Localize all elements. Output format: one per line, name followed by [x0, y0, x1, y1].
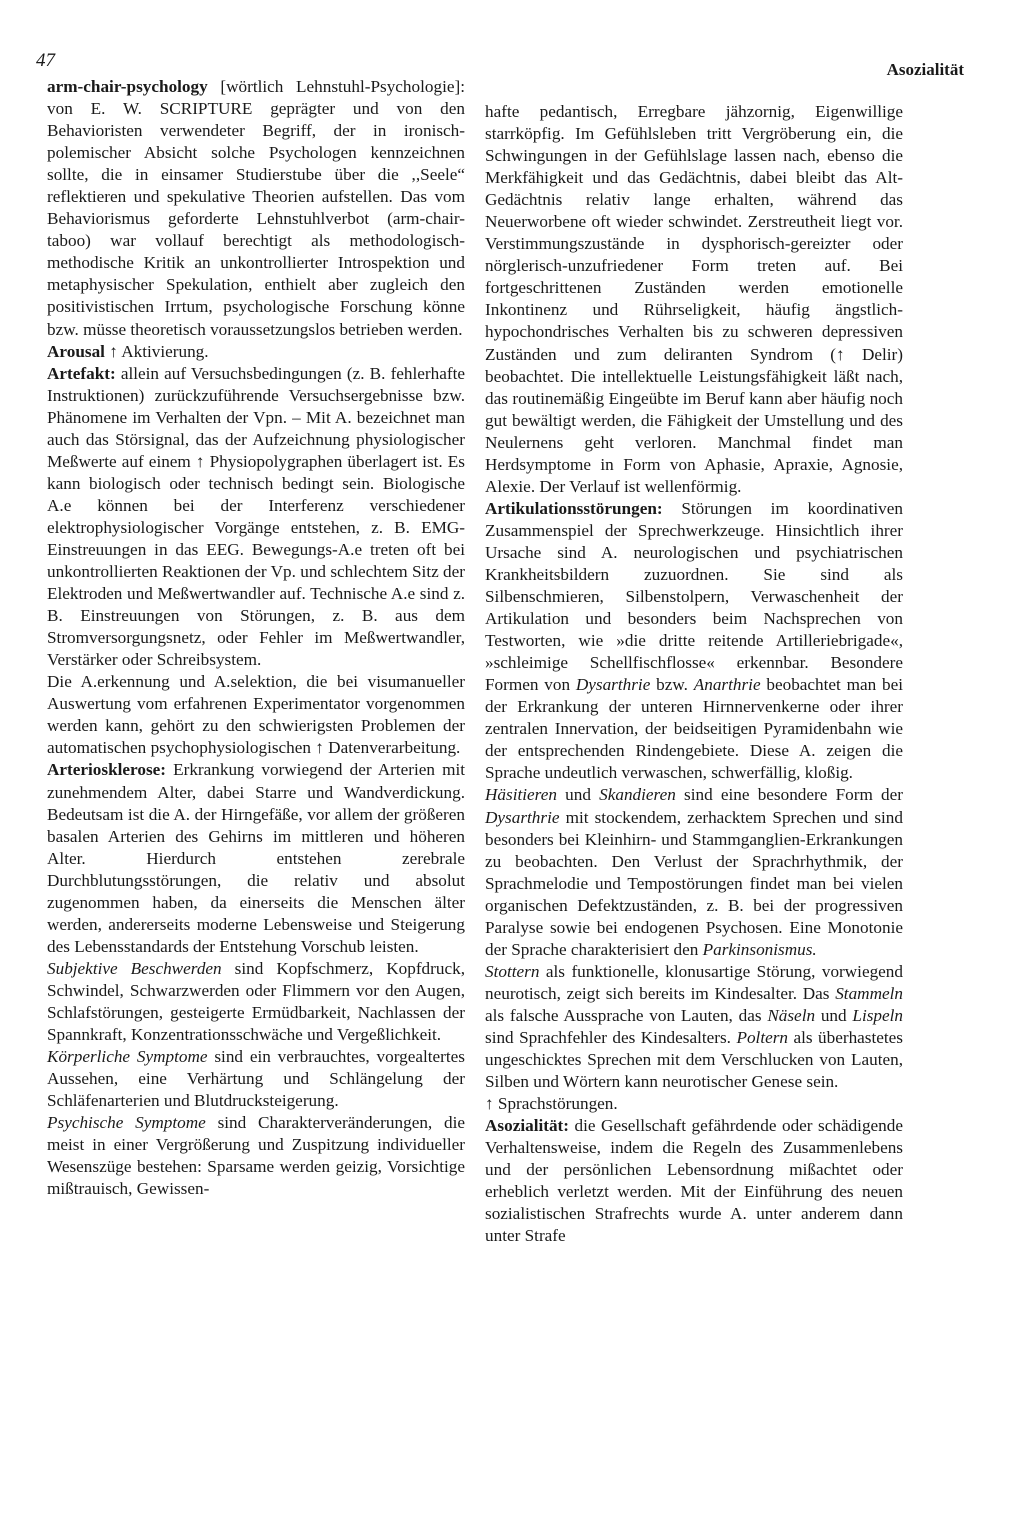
- italic-term: Parkinsonismus.: [702, 939, 817, 959]
- body-text: ↑ Sprachstörungen.: [485, 1094, 618, 1114]
- italic-term: Häsitieren: [485, 785, 557, 805]
- entry-headword: arm-chair-psychology: [47, 77, 208, 96]
- body-text: ↑ Aktivierung.: [104, 341, 209, 361]
- entry-paragraph: [485, 101, 903, 498]
- body-text: und: [556, 785, 600, 805]
- entry-paragraph: [47, 671, 465, 759]
- body-text: mit stockendem, zerhacktem Sprechen und sind besonders bei Kleinhirn- und Stammganglien-Erkrankungen zu beobachten. Den Verlust der Sprachrhythmik, der Sprachmelodie und Tempostörungen findet man bei vielen organischen Defektzuständen, z. B. bei der progressiven Paralyse sowie bei endogenen Psychosen. Eine Monotonie der Sprache charakterisiert den: [485, 807, 903, 959]
- body-text: Erkrankung vorwiegend der Arterien mit zunehmendem Alter, dabei Starre und Wandverdickung. Bedeutsam ist die A. der Hirngefäße, vor allem der größeren basalen Arterien des Gehirns im mittleren und höheren Alter. Hierdurch entstehen zerebrale Durchblutungsstörungen, die relativ und absolut zugenommen haben, da einerseits die Menschen älter werden, andererseits moderne Lebensweise und Steigerung des Lebensstandards der Entstehung Vorschub leisten.: [47, 760, 465, 956]
- body-text: sind ein verbrauchtes, vorgealtertes Aussehen, eine Verhärtung und Schlängelung der Schläfenarterien und Blutdrucksteigerung.: [47, 1047, 465, 1111]
- body-text: allein auf Versuchsbedingungen (z. B. fehlerhafte Instruktionen) zurückzuführende Versuchsergebnisse bzw. Phänomene im Verhalten der Vpn. – Mit A. bezeichnet man auch das Störsignal, das der Aufzeichnung physiologischer Meßwerte auf einem ↑ Physiopolygraphen überlagert ist. Es kann biologisch oder technisch bedingt sein. Biologische A.e können bei der Interferenz verschiedener elektrophysiologischer Vorgänge entstehen, z. B. EMG-Einstreuungen in das EEG. Bewegungs-A.e treten oft bei unkontrollierten Reaktionen der Vp. und schlechtem Sitz der Elektroden und Meßwertwandler auf. Technische A.e sind z. B. Einstreuungen von Störungen, z. B. aus dem Stromversorgungsnetz, oder Fehler im Meßwertwandler, Verstärker oder Schreibsystem.: [47, 363, 465, 670]
- page-number: 47: [36, 50, 55, 71]
- italic-term: Dysarthrie: [575, 675, 651, 695]
- entry-paragraph: [47, 363, 465, 672]
- italic-term: Anarthrie: [693, 675, 761, 695]
- entry-paragraph: [485, 784, 903, 960]
- running-head: Asozialität: [886, 60, 964, 79]
- italic-term: Stottern: [485, 961, 540, 981]
- body-text: als funktionelle, klonusartige Störung, vorwiegend neurotisch, zeigt sich bereits im Kindesalter. Das: [485, 961, 903, 1003]
- entry-headword: Arousal: [47, 341, 105, 361]
- italic-term: Subjektive Beschwerden: [47, 958, 222, 978]
- italic-term: Psychische Symptome: [47, 1113, 206, 1133]
- left-column: [47, 76, 465, 1200]
- body-text: als falsche Aussprache von Lauten, das: [485, 1005, 768, 1025]
- body-text: sind Charakterveränderungen, die meist in einer Vergrößerung und Zuspitzung individueller Wesenszüge bestehen: Sparsame werden geizig, Vorsichtige mißtrauisch, Gewissen-: [47, 1113, 465, 1199]
- italic-term: Körperliche Symptome: [47, 1047, 208, 1067]
- body-text: die Gesellschaft gefährdende oder schädigende Verhaltensweise, indem die Regeln des Zusammenlebens und der persönlichen Lebensordnung mißachtet oder erheblich verletzt werden. Mit der Einführung des neuen sozialistischen Strafrechts wurde A. unter anderem dann unter Strafe: [485, 1116, 903, 1246]
- italic-term: Skandieren: [599, 785, 676, 805]
- body-text: hafte pedantisch, Erregbare jähzornig, Eigenwillige starrköpfig. Im Gefühlsleben tritt Vergröberung ein, die Schwingungen in der Gefühlslage lassen nach, ebenso die Merkfähigkeit und das Gedächtnis, dabei bleibt das Alt-Gedächtnis relativ lange erhalten, während das Neuerworbene oft wieder schwindet. Zerstreutheit liegt vor. Verstimmungszustände in dysphorisch-gereizter oder nörglerisch-unzufriedener Form treten auf. Bei fortgeschrittenen Zuständen werden emotionelle Inkontinenz und Rührseligkeit, häufig ängstlich-hypochondrisches Verhalten bis zu schweren depressiven Zuständen und zum deliranten Syndrom (↑ Delir) beobachtet. Die intellektuelle Leistungsfähigkeit läßt nach, das routinemäßig Eingeübte im Beruf kann aber häufig noch gut bewältigt werden, die Fähigkeit der Umstellung und des Neulernens geht verloren. Manchmal findet man Herdsymptome in Form von Aphasie, Apraxie, Agnosie, Alexie. Der Verlauf ist wellenförmig.: [485, 102, 903, 496]
- entry-headword: Artikulationsstörungen:: [485, 498, 663, 518]
- entry-paragraph: [47, 76, 465, 341]
- entry-paragraph: [47, 759, 465, 957]
- body-text: bzw.: [650, 675, 694, 695]
- italic-term: Stammeln: [835, 983, 903, 1003]
- entry-paragraph: [485, 961, 903, 1093]
- body-text: Störungen im koordinativen Zusammenspiel der Sprechwerkzeuge. Hinsichtlich ihrer Ursache sind A. neurologischen und psychiatrischen Krankheitsbildern zuzuordnen. Sie sind als Silbenschmieren, Silbenstolpern, Verwaschenheit der Artikulation und besonders beim Nachsprechen von Testworten, wie »die dritte reitende Artilleriebrigade«, »schleimige Schellfischflosse« erkennbar. Besondere Formen von: [485, 498, 903, 695]
- italic-term: Lispeln: [852, 1005, 904, 1025]
- body-text: sind Sprachfehler des Kindesalters.: [485, 1027, 737, 1047]
- entry-headword: Arteriosklerose:: [47, 760, 166, 780]
- entry-paragraph: [47, 341, 465, 363]
- entry-headword: Asozialität:: [485, 1116, 570, 1136]
- entry-paragraph: [47, 1046, 465, 1112]
- body-text: und: [815, 1005, 853, 1025]
- body-text: als überhastetes ungeschicktes Sprechen mit dem Verschlucken von Lauten, Silben und Wörtern kann neurotischer Genese sein.: [485, 1027, 903, 1092]
- italic-term: Näseln: [767, 1005, 816, 1025]
- body-text: sind Kopfschmerz, Kopfdruck, Schwindel, Schwarzwerden oder Flimmern vor den Augen, Schlafstörungen, gesteigerte Ermüdbarkeit, Nachlassen der Spannkraft, Konzentrationsschwäche und Vergeßlichkeit.: [47, 958, 465, 1045]
- italic-term: Poltern: [736, 1027, 789, 1047]
- body-text: sind eine besondere Form der: [675, 785, 903, 805]
- right-column: [485, 101, 903, 1247]
- italic-term: Dysarthrie: [485, 807, 560, 827]
- entry-paragraph: [485, 1093, 903, 1115]
- entry-paragraph: [47, 958, 465, 1046]
- entry-paragraph: [47, 1112, 465, 1200]
- body-text: beobachtet man bei der Erkrankung der unteren Hirnnervenkerne oder ihrer zentralen Innervation, der beidseitigen Pyramidenbahn wie der entsprechenden Rindengebiete. Diese A. zeigen die Sprache undeutlich verwaschen, schwerfällig, kloßig.: [485, 675, 903, 783]
- entry-paragraph: [485, 498, 903, 785]
- entry-headword: Artefakt:: [47, 363, 116, 383]
- entry-paragraph: [485, 1115, 903, 1247]
- body-text: [wörtlich Lehnstuhl-Psychologie]: von E. W. SCRIPTURE geprägter und von den Behavioristen verwendeter Begriff, der in ironisch-polemischer Absicht solche Psychologen kennzeichnen sollte, die in einsamer Studierstube über die ,,Seele“ reflektieren und spekulative Theorien aufstellen. Das vom Behaviorismus geforderte Lehnstuhlverbot (arm-chair-taboo) war vollauf berechtigt als methodologisch-methodische Kritik an unkontrollierter Introspektion und metaphysischer Spekulation, enthielt aber zugleich den positivistischen Irrtum, psychologische Forschung könne bzw. müsse theoretisch voraussetzungslos betrieben werden.: [47, 77, 465, 339]
- body-text: Die A.erkennung und A.selektion, die bei visumanueller Auswertung vom erfahrenen Experimentator vorgenommen werden kann, gehört zu den schwierigsten Problemen der automatischen psychophysiologischen ↑ Datenverarbeitung.: [47, 672, 465, 758]
